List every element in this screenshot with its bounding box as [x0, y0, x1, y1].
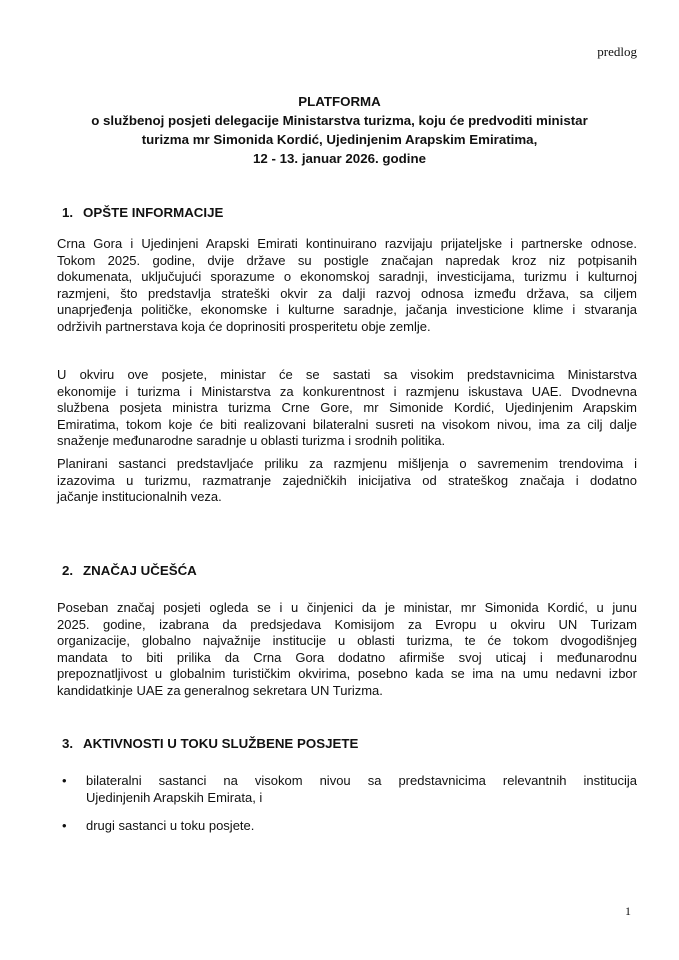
- page-number: 1: [625, 904, 631, 918]
- text-line: Emiratima, tokom koje će biti realizovani bilateralni susreti na visokom nivou, ima za cilj dalje: [57, 416, 637, 432]
- text-line: izazovima u turizmu, razmatranje zajedničkih inicijativa od strateškog značaja i dodatno: [57, 472, 637, 488]
- section-number: 3.: [62, 736, 74, 751]
- section-heading-2: [62, 563, 197, 578]
- text-line: prepoznatljivost u globalnim turističkim okvirima, posebno kada se ima na umu nedavni izbor: [57, 666, 637, 682]
- text-line: Planirani sastanci predstavljaće priliku za razmjenu mišljenja o savremenim trendovima i: [57, 456, 637, 471]
- paragraph: [57, 600, 637, 700]
- paragraph: [57, 236, 637, 336]
- section-title: OPŠTE INFORMACIJE: [83, 205, 224, 220]
- title-line: 12 - 13. januar 2026. godine: [253, 151, 426, 166]
- section-heading-1: [62, 205, 223, 220]
- paragraph: [57, 367, 637, 450]
- text-line: Crna Gora i Ujedinjeni Arapski Emirati kontinuirano razvijaju prijateljske i partnerske odnose.: [57, 236, 637, 251]
- section-title: ZNAČAJ UČEŠĆA: [83, 563, 197, 578]
- text-line: organizacije, globalno najvažnije institucije u oblasti turizma, te će tokom dvogodišnjeg: [57, 633, 637, 649]
- title-line: PLATFORMA: [298, 94, 381, 109]
- text-line: U okviru ove posjete, ministar će se sastati sa visokim predstavnicima Ministarstva: [57, 367, 637, 382]
- section-number: 1.: [62, 205, 74, 220]
- paragraph: [57, 456, 637, 506]
- section-number: 2.: [62, 563, 74, 578]
- bullet-icon: •: [62, 818, 67, 833]
- title-line: turizma mr Simonida Kordić, Ujedinjenim Arapskim Emiratima,: [141, 132, 538, 147]
- bullet-item: [62, 817, 637, 834]
- section-heading-3: [62, 736, 358, 751]
- document-status-note: predlog: [597, 44, 637, 59]
- text-line: ekonomije i turizma i Ministarstva za konkurentnost i razmjenu iskustava UAE. Dvodnevna: [57, 383, 637, 399]
- text-line: razmjeni, što predstavlja strateški okvir za dalji razvoj odnosa između država, sa ciljem: [57, 285, 637, 301]
- text-line: drugi sastanci u toku posjete.: [86, 818, 255, 833]
- text-line: Ujedinjenih Arapskih Emirata, i: [86, 790, 263, 805]
- text-line: mandata to biti prilika da Crna Gora dodatno afirmiše svoj uticaj i međunarodnu: [57, 649, 637, 665]
- document-title: [0, 92, 679, 168]
- text-line: Poseban značaj posjeti ogleda se i u činjenici da je ministar, mr Simonida Kordić, u junu: [57, 600, 637, 615]
- section-title: AKTIVNOSTI U TOKU SLUŽBENE POSJETE: [83, 736, 359, 751]
- text-line: unaprjeđenja političke, ekonomske i kulturne saradnje, jačanja investicione klime i stvaranja: [57, 302, 637, 318]
- text-line: dokumenata, uključujući sporazume o ekonomskoj saradnji, investicijama, turizmu i kulturnoj: [57, 269, 637, 285]
- bullet-item: [62, 772, 637, 806]
- text-line: bilateralni sastanci na visokom nivou sa predstavnicima relevantnih institucija: [86, 773, 637, 788]
- bullet-text: [86, 817, 637, 834]
- text-line: kandidatkinje UAE za generalnog sekretara UN Turizma.: [57, 682, 383, 698]
- text-line: 2025. godine, izabrana da predsjedava Komisijom za Evropu u okviru UN Turizam: [57, 616, 637, 632]
- text-line: Tokom 2025. godine, dvije države su postigle značajan napredak kroz niz potpisanih: [57, 252, 637, 268]
- bullet-text: [86, 772, 637, 806]
- text-line: jačanje institucionalnih veza.: [57, 489, 222, 505]
- bullet-icon: •: [62, 773, 67, 788]
- text-line: službena posjeta ministra turizma Crne Gore, mr Simonide Kordić, Ujedinjenim Arapskim: [57, 400, 637, 416]
- title-line: o službenoj posjeti delegacije Ministarstva turizma, koju će predvoditi ministar: [91, 113, 588, 128]
- text-line: održivih partnerstava koja će doprinositi prosperitetu obje zemlje.: [57, 318, 431, 334]
- text-line: snaženje međunarodne saradnje u oblasti turizma i srodnih politika.: [57, 433, 446, 449]
